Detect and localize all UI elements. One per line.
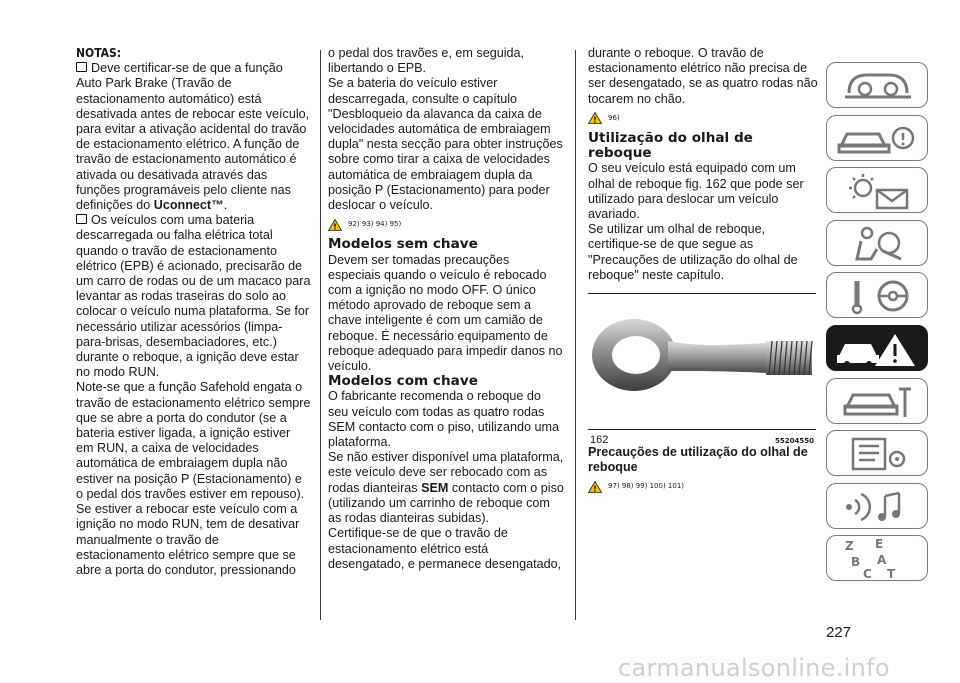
warning-refs-text: 96) — [608, 113, 620, 122]
paragraph-battery: Se a bateria do veículo estiver descarregada, consulte o capítulo "Desbloqueio da alavanca da caixa de velocidades automática de embraiagem dupla" nesta secção para obter instruções sobre como tirar a caixa de velocidades automática de embraiagem dupla da posição P (Estacionamento) para poder deslocar o veículo. — [328, 76, 563, 213]
caption-warning-refs-text: 97) 98) 99) 100) 101) — [608, 482, 684, 491]
tab-index[interactable] — [826, 535, 928, 581]
paragraph-four-wheels: durante o reboque. O travão de estacionamento elétrico não precisa de ser desengatado, se as quatro rodas não tocarem no chão. — [588, 46, 818, 106]
figure-number: 162 — [590, 434, 609, 447]
paragraph-front-wheels-a: Se não estiver disponível uma plataforma, este veículo deve ser rebocado com as rodas dianteiras — [328, 450, 564, 495]
note-paragraph-1 — [76, 61, 311, 213]
figure-bottom-rule — [588, 429, 816, 430]
page-number: 227 — [826, 624, 852, 641]
paragraph-keyless: Devem ser tomadas precauções especiais quando o veículo é rebocado com a ignição no modo OFF. O único método aprovado de reboque sem a chave inteligente é com um camião de reboque. É necessário equipamento de reboque adequado para impedir danos no veículo. — [328, 252, 563, 374]
paragraph-safehold: Note-se que a função Safehold engata o travão de estacionamento elétrico sempre que se abre a porta do condutor (se a bateria estiver ligada, a ignição estiver em RUN, a caixa de velocidades automática de embraiagem dupla não estiver na posição P (Estacionamento) e o pedal dos travões estiver em repouso). Se estiver a rebocar este veículo com a ignição no modo RUN, tem de desativar manualmente o travão de estacionamento elétrico sempre que se abre a porta do condutor, pressionando — [76, 380, 311, 577]
airbag-seat-icon — [827, 221, 929, 267]
svg-text:B: B — [851, 555, 861, 570]
paragraph-tow-eye: O seu veículo está equipado com um olhal de reboque fig. 162 que pode ser utilizado para deslocar um veículo avariado. — [588, 161, 804, 222]
figure-top-rule — [588, 293, 816, 294]
wrench-steering-icon — [827, 273, 929, 319]
svg-text:!: ! — [593, 115, 597, 125]
heading-tow-eye: Utilização do olhal de reboque — [588, 130, 753, 162]
figure-caption: Precauções de utilização do olhal de reboque — [588, 445, 808, 475]
warning-triangle-icon — [588, 112, 602, 124]
maintenance-car-icon — [827, 379, 929, 425]
paragraph-front-wheels — [328, 450, 564, 526]
note-icon — [76, 214, 87, 224]
paragraph-epb-release: o pedal dos travões e, em seguida, libertando o EPB. — [328, 46, 525, 76]
tab-multimedia[interactable] — [826, 483, 928, 529]
emergency-tow-icon — [827, 326, 929, 372]
svg-text:T: T — [887, 567, 896, 582]
lights-mail-icon — [827, 168, 929, 214]
column-2 — [328, 46, 564, 572]
note-text-1: Deve certificar-se de que a função Auto Park Brake (Travão de estacionamento automático) está desativada antes de rebocar este veículo, para evitar a ativação acidental do travão de estacionamento elétrico. A função de travão de estacionamento automático é ativada ou desativada através das funções programáveis pelo cliente nas definições do — [76, 61, 310, 213]
column-3 — [588, 46, 820, 500]
notes-heading: NOTAS: — [76, 46, 122, 60]
multimedia-icon — [827, 484, 929, 530]
note-icon — [76, 62, 87, 72]
tab-emergency-tow[interactable] — [826, 325, 928, 371]
warning-triangle-icon — [588, 481, 602, 493]
tab-specs[interactable] — [826, 430, 928, 476]
dashboard-icon — [827, 63, 929, 109]
sem-bold: SEM — [421, 480, 449, 495]
caption-warning-references — [588, 479, 820, 494]
chapter-sidebar — [826, 62, 930, 588]
note-paragraph-2 — [76, 213, 311, 380]
specs-list-icon — [827, 431, 929, 477]
svg-text:A: A — [877, 553, 887, 568]
uconnect-label: Uconnect™ — [153, 198, 224, 213]
note-text-1-end: . — [223, 198, 228, 213]
paragraph-tow-eye-precautions: Se utilizar um olhal de reboque, certifique-se de que segue as "Precauções de utilização do olhal de reboque" neste capítulo. — [588, 222, 798, 282]
tab-airbag-seat[interactable] — [826, 220, 928, 266]
paragraph-disengaged: Certifique-se de que o travão de estacionamento elétrico está desengatado, e permanece desengatado, — [328, 526, 562, 571]
svg-text:!: ! — [593, 484, 597, 494]
heading-keyless-models: Modelos sem chave — [328, 236, 478, 253]
note-text-2: Os veículos com uma bateria descarregada ou falha elétrica total quando o travão de estacionamento elétrico (EPB) é acionado, precisarão de um carro de rodas ou de um macaco para levantar as rodas traseiras do solo ao colocar o veículo numa plataforma. Se for necessário utilizar acessórios (limpa-para-brisas, desembaciadores, etc.) durante o reboque, a ignição deve estar no modo RUN. — [76, 213, 311, 380]
warning-references — [328, 217, 564, 232]
tab-maintenance[interactable] — [826, 378, 928, 424]
svg-text:C: C — [863, 567, 872, 582]
paragraph-key-models: O fabricante recomenda o reboque do seu veículo com todas as quatro rodas SEM contacto com o piso, utilizando uma plataforma. — [328, 389, 559, 450]
figure-162 — [588, 293, 816, 445]
figure-code: 55204550 — [775, 437, 814, 446]
column-divider-2 — [575, 50, 576, 620]
tab-wrench-steering[interactable] — [826, 272, 928, 318]
warning-triangle-icon — [328, 219, 342, 231]
warning-refs-text: 92) 93) 94) 95) — [348, 220, 402, 229]
tab-dashboard[interactable] — [826, 62, 928, 108]
heading-key-models: Modelos com chave — [328, 373, 478, 390]
index-letters-icon — [827, 536, 929, 582]
column-divider-1 — [320, 50, 321, 620]
svg-text:Z: Z — [845, 539, 854, 554]
tow-eye-image — [588, 297, 816, 427]
tab-car-info[interactable] — [826, 115, 928, 161]
warning-references — [588, 111, 820, 126]
watermark: carmanualsonline.info — [618, 654, 890, 682]
tab-lights-mail[interactable] — [826, 167, 928, 213]
column-1 — [76, 46, 311, 578]
svg-text:E: E — [875, 537, 884, 552]
svg-text:!: ! — [333, 222, 337, 231]
car-info-icon — [827, 116, 929, 162]
paragraph-front-wheels-b: contacto com o piso (utilizando um carrinho de reboque com as rodas dianteiras subidas). — [328, 480, 564, 526]
